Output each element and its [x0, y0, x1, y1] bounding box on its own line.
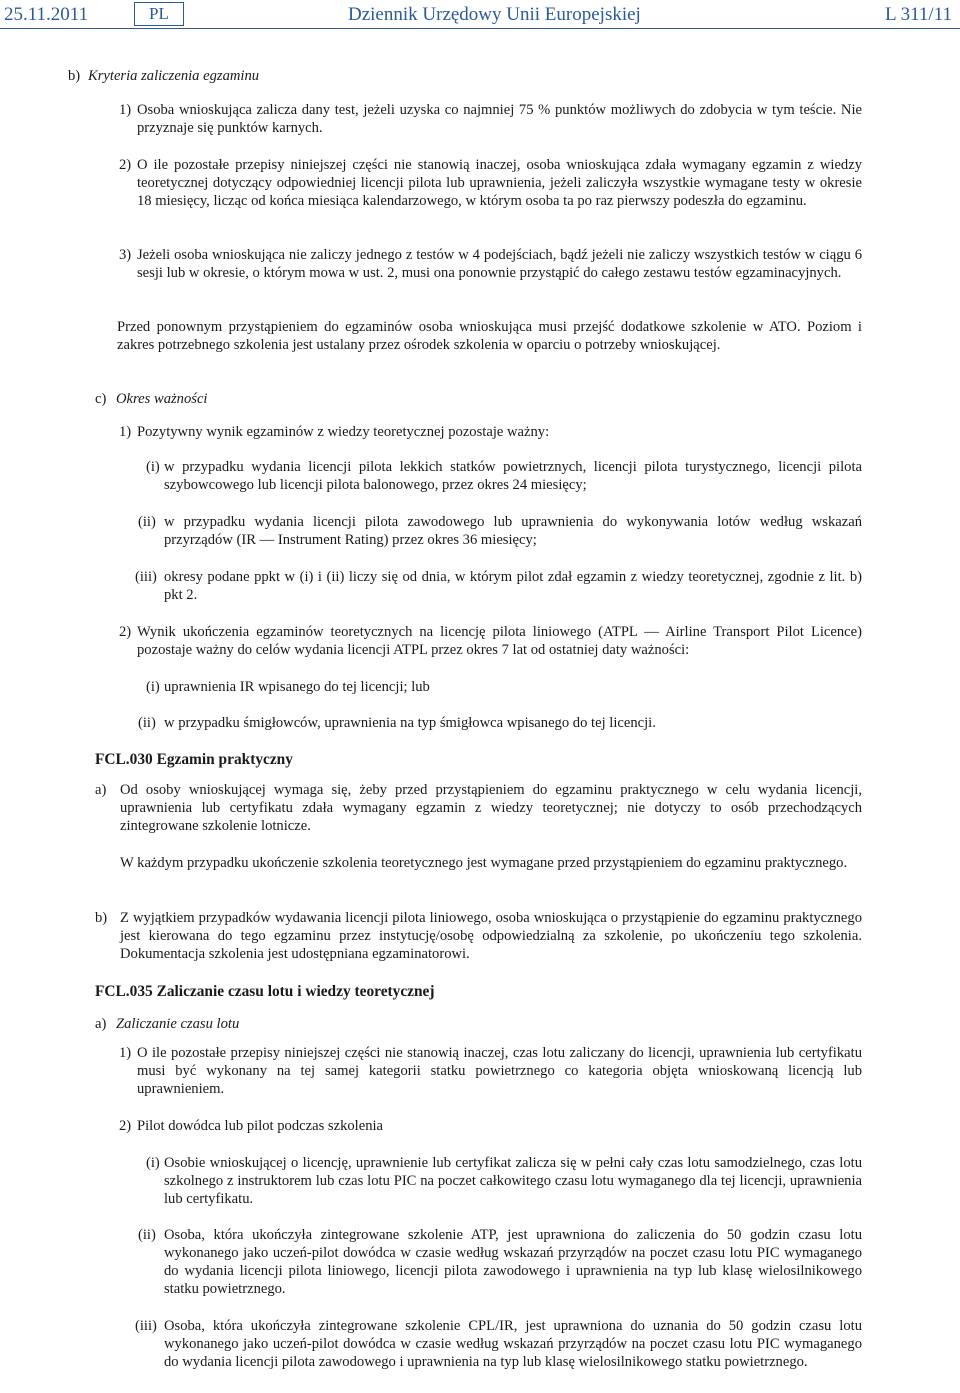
heading-fcl035: FCL.035 Zaliczanie czasu lotu i wiedzy teoretycznej [95, 983, 435, 1000]
item-number: 1) [119, 1045, 132, 1061]
subitem-number: (ii) [138, 715, 156, 731]
validity-item-2: Wynik ukończenia egzaminów teoretycznych na licencję pilota liniowego (ATPL — Airline Transport Pilot Licence) pozostaje ważny do celów wydania licencji ATPL przez okres 7 lat od ostatniej daty ważności: [137, 624, 862, 658]
validity-subitem-ii: w przypadku wydania licencji pilota zawodowego lub uprawnienia do wykonywania lotów według wskazań przyrządów (IR — Instrument Rating) przez okres 36 miesięcy; [164, 514, 862, 548]
subitem-number: (i) [146, 679, 160, 695]
subitem-number: (ii) [138, 1227, 156, 1243]
item-number: 2) [119, 1118, 132, 1134]
subitem-number: (iii) [135, 1318, 157, 1334]
subitem-number: (i) [146, 1155, 160, 1171]
heading-fcl030: FCL.030 Egzamin praktyczny [95, 751, 293, 768]
section-a-title: Zaliczanie czasu lotu [116, 1016, 240, 1032]
subitem-number: (i) [146, 459, 160, 475]
fcl030-paragraph: W każdym przypadku ukończenie szkolenia teoretycznego jest wymagane przed przystąpieniem do egzaminu praktycznego. [120, 855, 848, 871]
item-number: 2) [119, 624, 132, 640]
flight-time-subitem-ii: Osoba, która ukończyła zintegrowane szkolenie ATP, jest uprawniona do zaliczenia do 50 godzin czasu lotu wykonanego jako uczeń-pilot dowódca w czasie według wskazań przyrządów na poczet czasu lotu PIC wymaganego do wydania licencji pilota liniowego, licencji pilota zawodowego i uprawnienia na typ lub klasę wielosilnikowego statku powietrznego. [164, 1227, 862, 1297]
header-date: 25.11.2011 [4, 4, 89, 25]
criteria-item-2: O ile pozostałe przepisy niniejszej części nie stanowią inaczej, osoba wnioskująca zdała wymagany egzamin z wiedzy teoretycznej dotyczący odpowiedniej licencji pilota lub uprawnienia, jeżeli zaliczyła wszystkie wymagane testy w okresie 18 miesięcy, licząc od końca miesiąca kalendarzowego, w którym osoba ta po raz pierwszy podeszła do egzaminu. [137, 157, 862, 209]
validity-2-subitem-ii: w przypadku śmigłowców, uprawnienia na typ śmigłowca wpisanego do tej licencji. [164, 715, 656, 731]
criteria-item-1: Osoba wnioskująca zalicza dany test, jeżeli uzyska co najmniej 75 % punktów możliwych do zdobycia w tym teście. Nie przyznaje się punktów karnych. [137, 102, 862, 136]
header-journal-title: Dziennik Urzędowy Unii Europejskiej [348, 4, 641, 25]
flight-time-item-1: O ile pozostałe przepisy niniejszej części nie stanowią inaczej, czas lotu zaliczany do licencji, uprawnienia lub certyfikatu musi być wykonany na tej samej kategorii statku powietrznego co kategoria objęta wnioskowaną licencją lub uprawnieniem. [137, 1045, 862, 1097]
header-page-number: L 311/11 [884, 4, 952, 25]
fcl030-item-a: Od osoby wnioskującej wymaga się, żeby przed przystąpieniem do egzaminu praktycznego w celu wydania licencji, uprawnienia lub certyfikatu zdała wymagany egzamin z wiedzy teoretycznej; nie dotyczy to osób przechodzących zintegrowane szkolenie lotnicze. [120, 782, 862, 834]
validity-subitem-iii: okresy podane ppkt w (i) i (ii) liczy się od dnia, w którym pilot zdał egzamin z wiedzy teoretycznej, zgodnie z lit. b) pkt 2. [164, 569, 862, 603]
section-c-label: c) [95, 391, 107, 407]
page-header [0, 2, 960, 28]
flight-time-item-2: Pilot dowódca lub pilot podczas szkolenia [137, 1118, 384, 1134]
item-number: 3) [119, 247, 132, 263]
validity-2-subitem-i: uprawnienia IR wpisanego do tej licencji; lub [164, 679, 430, 695]
fcl030-item-b: Z wyjątkiem przypadków wydawania licencji pilota liniowego, osoba wnioskująca o przystąpienie do egzaminu praktycznego jest kierowana do tego egzaminu przez instytucję/osobę odpowiedzialną za szkolenie, po ukończeniu tego szkolenia. Dokumentacja szkolenia jest udostępniana egzaminatorowi. [120, 910, 862, 962]
header-divider [0, 28, 960, 29]
flight-time-subitem-i: Osobie wnioskującej o licencję, uprawnienie lub certyfikat zalicza się w pełni cały czas lotu samodzielnego, czas lotu szkolnego z instruktorem lub czas lotu PIC na poczet całkowitego czasu lotu wymaganego dla tej licencji, uprawnienia lub certyfikatu. [164, 1155, 862, 1207]
section-b-label: b) [68, 68, 81, 84]
item-number: a) [95, 782, 107, 798]
criteria-paragraph: Przed ponownym przystąpieniem do egzaminów osoba wnioskująca musi przejść dodatkowe szkolenie w ATO. Poziom i zakres potrzebnego szkolenia jest ustalany przez ośrodek szkolenia w oparciu o potrzeby wnioskującej. [117, 319, 862, 353]
section-a-label: a) [95, 1016, 107, 1032]
subitem-number: (iii) [135, 569, 157, 585]
item-number: 2) [119, 157, 132, 173]
subitem-number: (ii) [138, 514, 156, 530]
item-number: b) [95, 910, 108, 926]
validity-item-1: Pozytywny wynik egzaminów z wiedzy teoretycznej pozostaje ważny: [137, 424, 550, 440]
criteria-item-3: Jeżeli osoba wnioskująca nie zaliczy jednego z testów w 4 podejściach, bądź jeżeli nie zaliczy wszystkich testów w ciągu 6 sesji lub w okresie, o którym mowa w ust. 2, musi ona ponownie przystąpić do całego zestawu testów egzaminacyjnych. [137, 247, 862, 281]
section-b-title: Kryteria zaliczenia egzaminu [88, 68, 260, 84]
validity-subitem-i: w przypadku wydania licencji pilota lekkich statków powietrznych, licencji pilota turystycznego, licencji pilota szybowcowego lub licencji pilota balonowego, przez okres 24 miesięcy; [164, 459, 862, 493]
section-c-title: Okres ważności [116, 391, 208, 407]
item-number: 1) [119, 102, 132, 118]
header-language-box: PL [134, 2, 184, 26]
item-number: 1) [119, 424, 132, 440]
flight-time-subitem-iii: Osoba, która ukończyła zintegrowane szkolenie CPL/IR, jest uprawniona do uznania do 50 godzin czasu lotu wykonanego jako uczeń-pilot dowódca w czasie według wskazań przyrządów na poczet czasu lotu PIC wymaganego do wydania licencji pilota zawodowego i uprawnienia na typ lub klasę wielosilnikowego statku powietrznego. [164, 1318, 862, 1370]
